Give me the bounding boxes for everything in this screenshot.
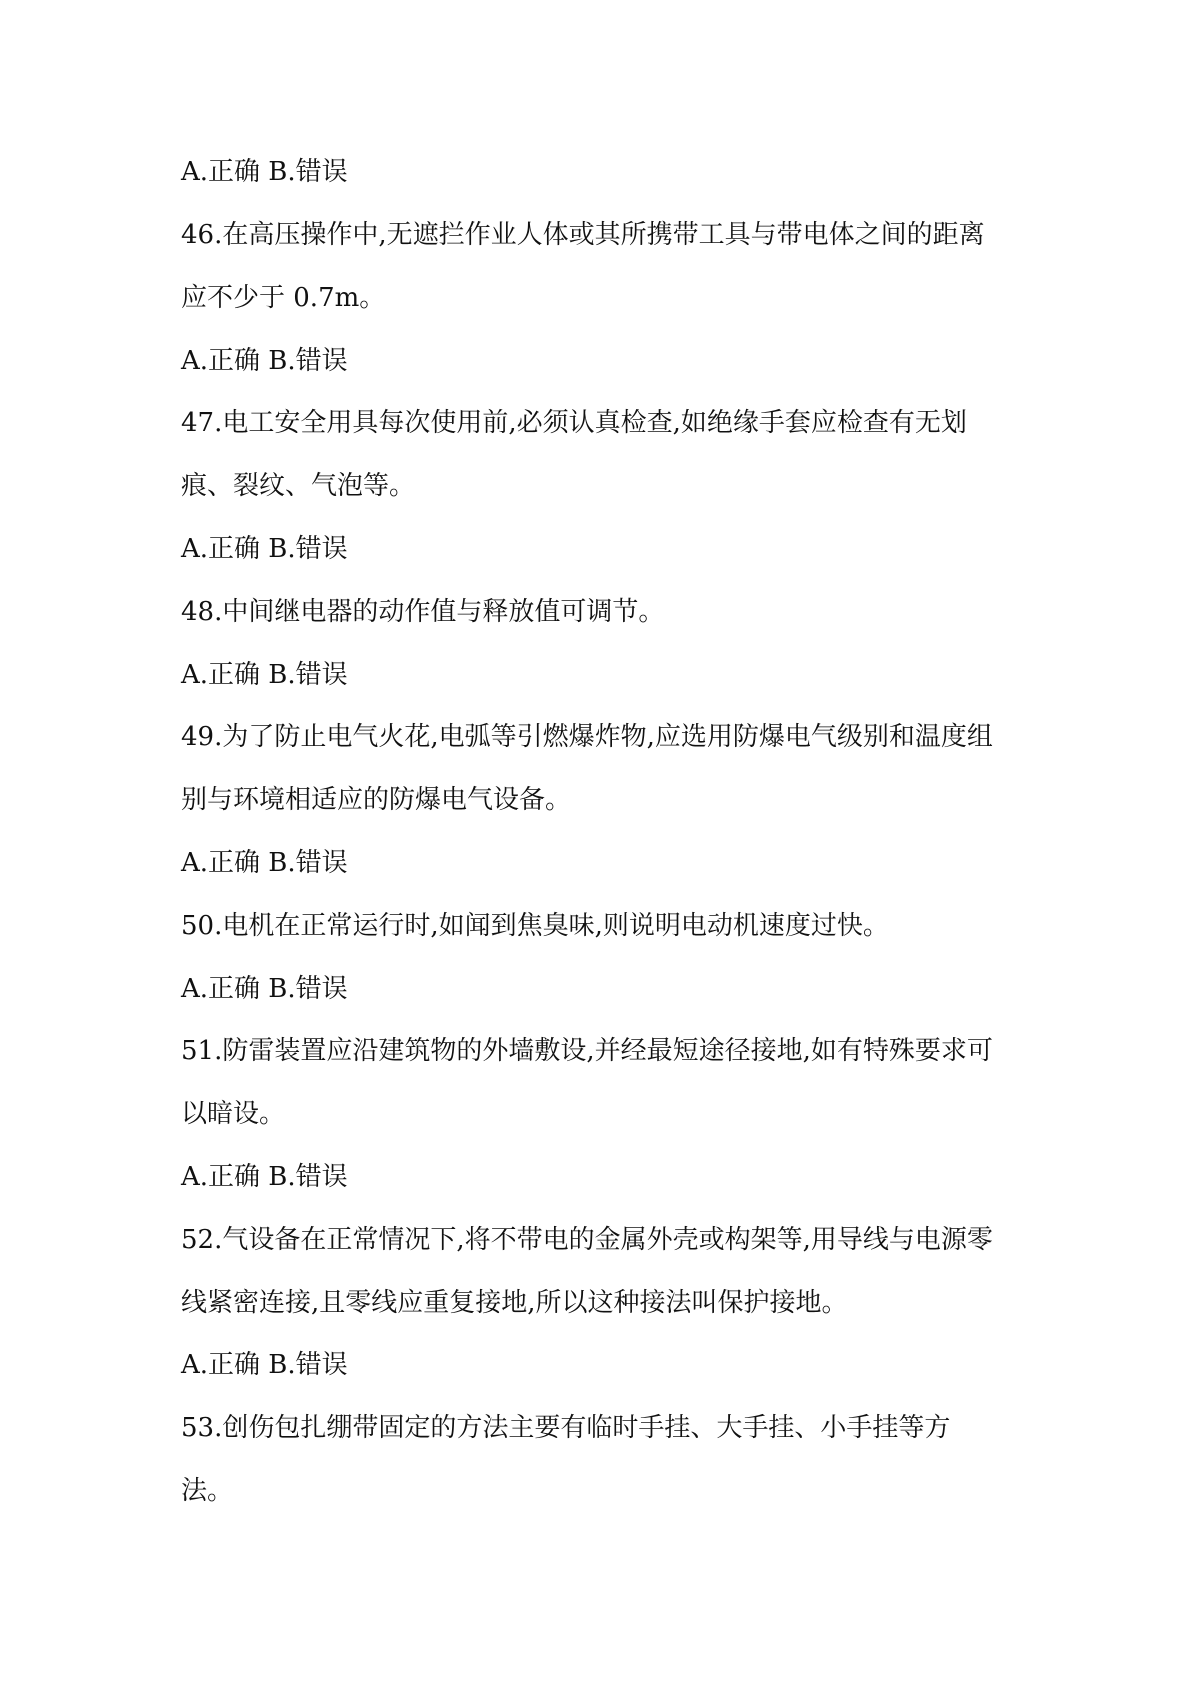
question-53-line-2: 法。 xyxy=(181,1476,234,1506)
answer-options-48: A.正确 B.错误 xyxy=(181,660,348,690)
question-48-line-1: 48.中间继电器的动作值与释放值可调节。 xyxy=(181,597,665,627)
question-53-line-1: 53.创伤包扎绷带固定的方法主要有临时手挂、大手挂、小手挂等方 xyxy=(181,1413,951,1443)
answer-options-50: A.正确 B.错误 xyxy=(181,974,348,1004)
question-52-line-2: 线紧密连接,且零线应重复接地,所以这种接法叫保护接地。 xyxy=(181,1288,848,1318)
answer-options-49: A.正确 B.错误 xyxy=(181,848,348,878)
question-50-line-1: 50.电机在正常运行时,如闻到焦臭味,则说明电动机速度过快。 xyxy=(181,911,889,941)
answer-options-45: A.正确 B.错误 xyxy=(181,157,348,187)
question-46-line-2: 应不少于 0.7m。 xyxy=(181,283,386,313)
answer-options-47: A.正确 B.错误 xyxy=(181,534,348,564)
question-47-line-1: 47.电工安全用具每次使用前,必须认真检查,如绝缘手套应检查有无划 xyxy=(181,408,967,438)
question-51-line-2: 以暗设。 xyxy=(181,1099,286,1129)
question-51-line-1: 51.防雷装置应沿建筑物的外墙敷设,并经最短途径接地,如有特殊要求可 xyxy=(181,1036,993,1066)
question-49-line-2: 别与环境相适应的防爆电气设备。 xyxy=(181,785,572,815)
answer-options-52: A.正确 B.错误 xyxy=(181,1350,348,1380)
question-49-line-1: 49.为了防止电气火花,电弧等引燃爆炸物,应选用防爆电气级别和温度组 xyxy=(181,722,993,752)
question-52-line-1: 52.气设备在正常情况下,将不带电的金属外壳或构架等,用导线与电源零 xyxy=(181,1225,993,1255)
answer-options-51: A.正确 B.错误 xyxy=(181,1162,348,1192)
question-47-line-2: 痕、裂纹、气泡等。 xyxy=(181,471,416,501)
answer-options-46: A.正确 B.错误 xyxy=(181,346,348,376)
question-46-line-1: 46.在高压操作中,无遮拦作业人体或其所携带工具与带电体之间的距离 xyxy=(181,220,985,250)
